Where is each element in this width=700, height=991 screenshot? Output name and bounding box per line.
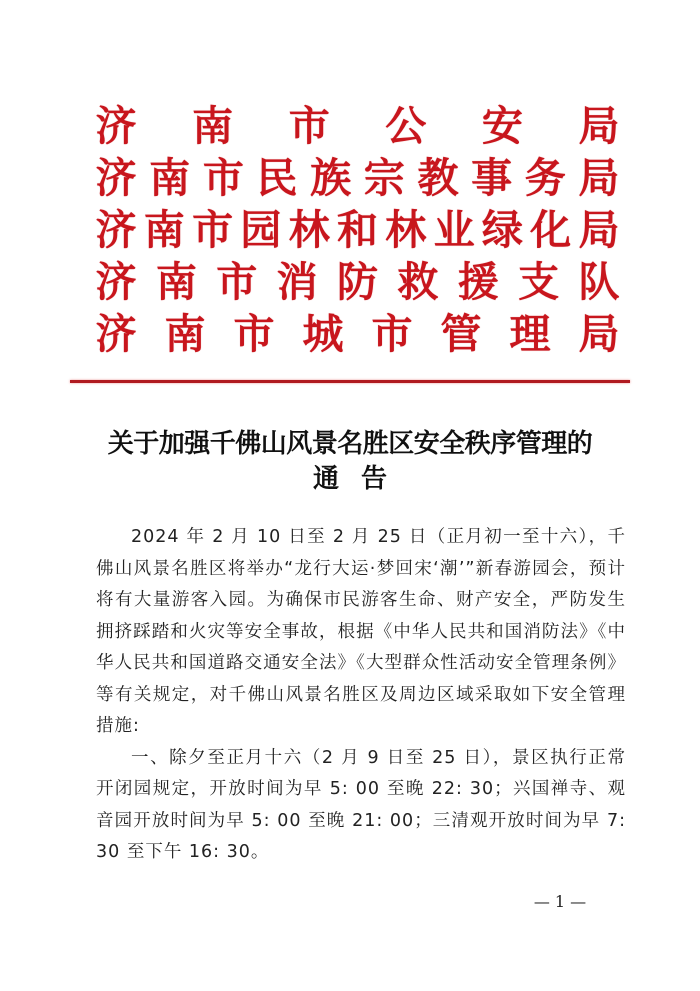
header-char: 业 xyxy=(433,206,475,254)
header-char: 管 xyxy=(440,310,482,358)
agency-row-ethnic-religious xyxy=(95,152,620,204)
header-char: 济 xyxy=(95,102,137,150)
header-char: 济 xyxy=(95,154,137,202)
header-char: 绿 xyxy=(481,206,523,254)
red-divider-rule xyxy=(70,380,630,383)
header-char: 局 xyxy=(578,154,620,202)
header-char: 市 xyxy=(288,102,330,150)
header-char: 市 xyxy=(371,310,413,358)
red-letterhead xyxy=(95,100,620,360)
notice-title-subline: 通告 xyxy=(312,464,409,494)
notice-body xyxy=(96,522,626,869)
header-char: 市 xyxy=(216,258,258,306)
header-char: 城 xyxy=(302,310,344,358)
header-char: 务 xyxy=(524,154,566,202)
header-char: 市 xyxy=(192,206,234,254)
header-char: 民 xyxy=(256,154,298,202)
agency-row-fire-rescue xyxy=(95,256,620,308)
header-char: 市 xyxy=(233,310,275,358)
header-char: 济 xyxy=(95,206,137,254)
header-char: 族 xyxy=(310,154,352,202)
header-char: 救 xyxy=(397,258,439,306)
header-char: 南 xyxy=(149,154,191,202)
header-char: 理 xyxy=(509,310,551,358)
agency-row-gardens-forestry xyxy=(95,204,620,256)
header-char: 南 xyxy=(143,206,185,254)
header-char: 公 xyxy=(385,102,427,150)
header-char: 南 xyxy=(192,102,234,150)
agency-row-public-security xyxy=(95,100,620,152)
header-char: 局 xyxy=(578,310,620,358)
header-char: 宗 xyxy=(363,154,405,202)
page-number: — 1 — xyxy=(533,892,587,911)
header-char: 南 xyxy=(155,258,197,306)
header-char: 和 xyxy=(336,206,378,254)
header-char: 局 xyxy=(578,206,620,254)
header-char: 局 xyxy=(578,102,620,150)
agency-row-urban-management xyxy=(95,308,620,360)
header-char: 林 xyxy=(288,206,330,254)
header-char: 济 xyxy=(95,310,137,358)
notice-title: 关于加强千佛山风景名胜区安全秩序管理的 xyxy=(107,429,593,459)
header-char: 教 xyxy=(417,154,459,202)
header-char: 园 xyxy=(240,206,282,254)
header-char: 防 xyxy=(337,258,378,306)
header-char: 事 xyxy=(471,154,513,202)
header-char: 队 xyxy=(578,258,620,306)
header-char: 支 xyxy=(518,258,560,306)
header-char: 济 xyxy=(95,258,137,306)
header-char: 林 xyxy=(385,206,427,254)
header-char: 化 xyxy=(530,206,572,254)
header-char: 消 xyxy=(276,258,318,306)
header-char: 南 xyxy=(164,310,206,358)
header-char: 市 xyxy=(202,154,244,202)
header-char: 安 xyxy=(481,102,523,150)
body-paragraph: 一、除夕至正月十六（2 月 9 日至 25 日），景区执行正常开闭园规定，开放时间为早 5: 00 至晚 22: 30；兴国禅寺、观音园开放时间为早 5: 00 至晚 21: 00；三清观开放时间为早 7: 30 至下午 16: 30。 xyxy=(96,747,626,862)
body-paragraph: 2024 年 2 月 10 日至 2 月 25 日（正月初一至十六），千佛山风景名胜区将举办“龙行大运·梦回宋‘潮’”新春游园会，预计将有大量游客入园。为确保市民游客生命、财产安全，严防发生拥挤踩踏和火灾等安全事故，根据《中华人民共和国消防法》《中华人民共和国道路交通安全法》《大型群众性活动安全管理条例》等有关规定，对千佛山风景名胜区及周边区域采取如下安全管理措施: xyxy=(96,527,626,736)
header-char: 援 xyxy=(457,258,499,306)
